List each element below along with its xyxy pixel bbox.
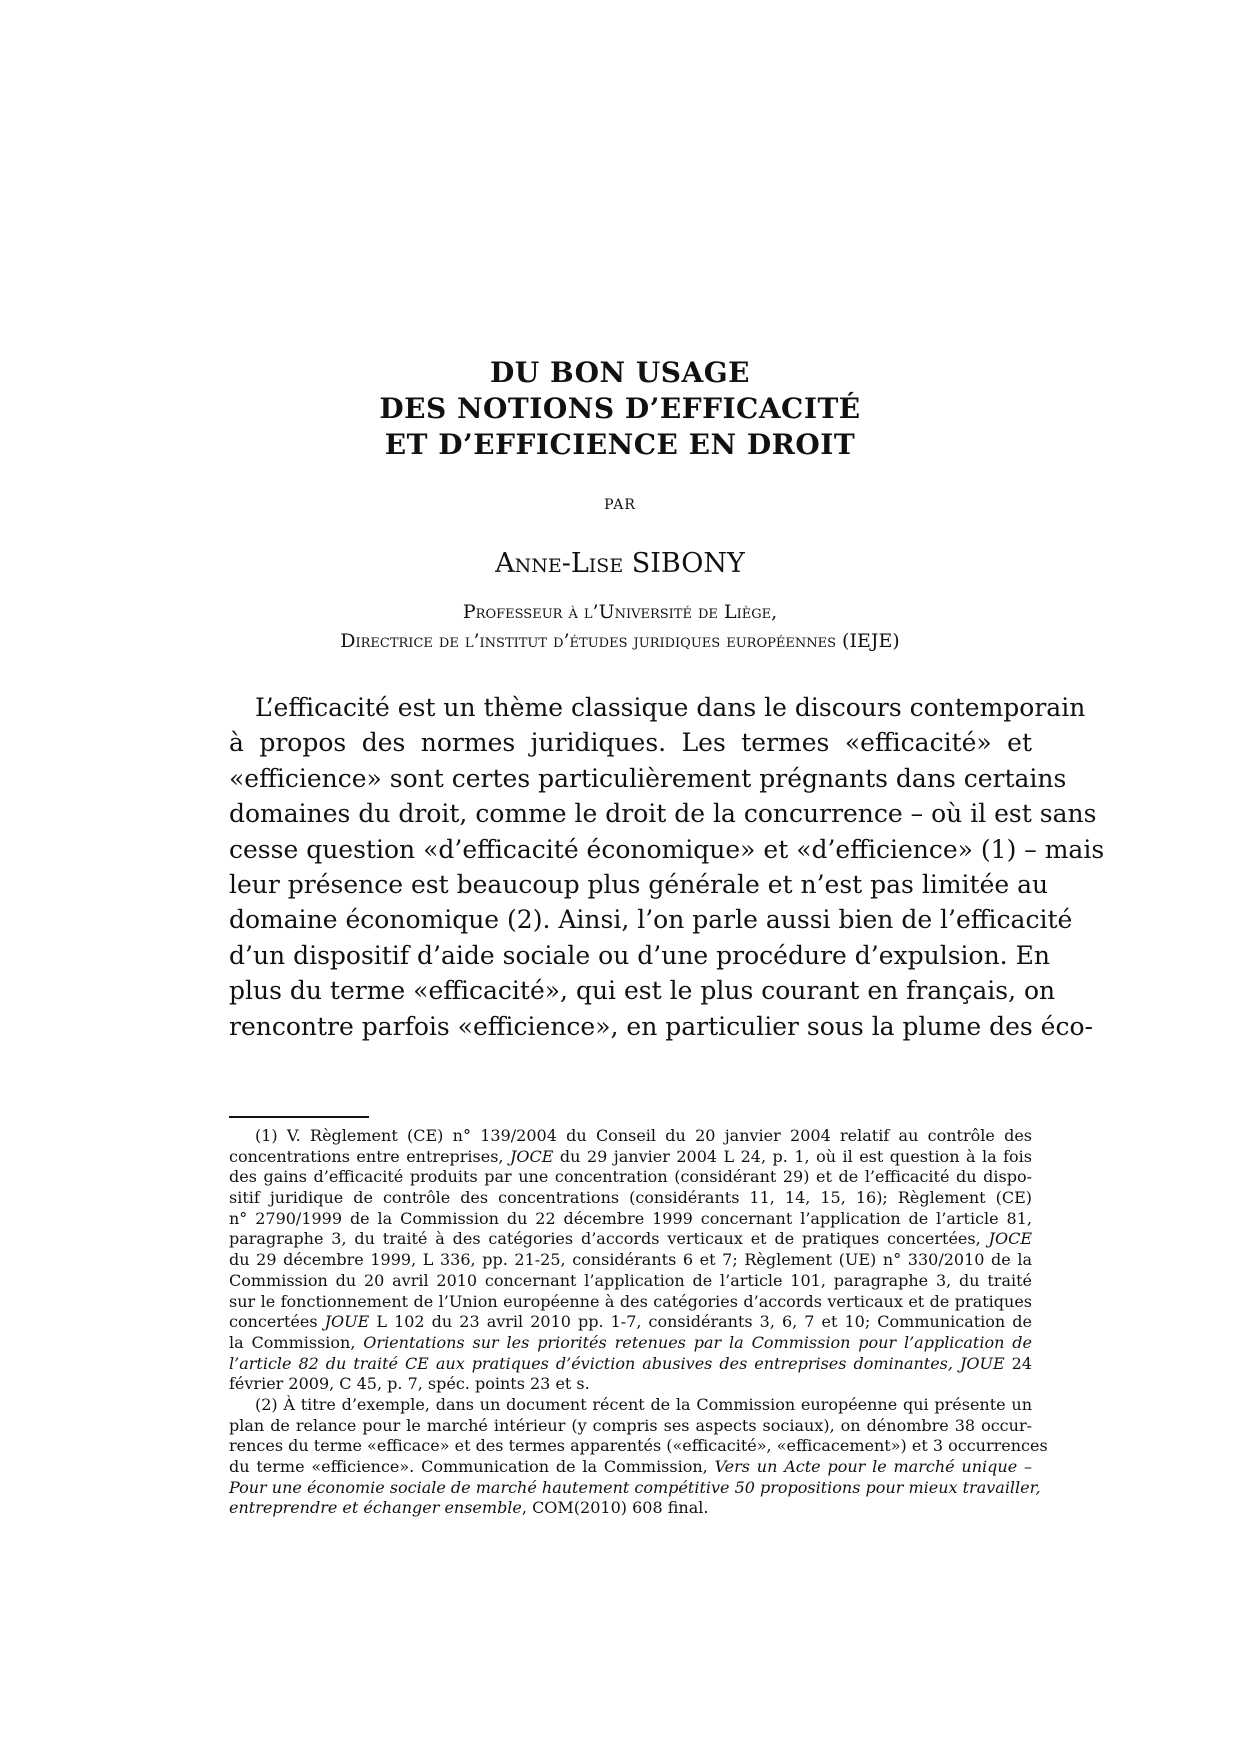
footnote-line: février 2009, C 45, p. 7, spéc. points 23 et s. bbox=[229, 1374, 590, 1394]
body-line: «efficience» sont certes particulièrement prégnants dans certains bbox=[229, 763, 1067, 793]
article-title bbox=[0, 355, 1240, 463]
document-title: Vers un Acte pour le marché unique – bbox=[714, 1457, 1032, 1476]
document-title: Orientations sur les priorités retenues par la Commission pour l’application de bbox=[363, 1332, 1032, 1352]
body-line: d’un dispositif d’aide sociale ou d’une procédure d’expulsion. En bbox=[229, 940, 1050, 970]
footnote-line bbox=[229, 1147, 1032, 1168]
body-line: cesse question «d’efficacité économique» et «d’efficience» (1) – mais bbox=[229, 834, 1105, 864]
body-line: domaines du droit, comme le droit de la concurrence – où il est sans bbox=[229, 799, 1097, 829]
footnote-text: du terme «efficience». Communication de la Commission, bbox=[229, 1457, 715, 1476]
footnote-text: du 29 janvier 2004 L 24, p. 1, où il est question à la fois bbox=[553, 1146, 1032, 1166]
title-line-1: DU BON USAGE bbox=[490, 356, 750, 389]
footnote-text: L 102 du 23 avril 2010 pp. 1-7, considérants 3, 6, 7 et 10; Communication de bbox=[369, 1312, 1033, 1332]
footnote-line: sur le fonctionnement de l’Union européenne à des catégories d’accords verticaux et de pratiques bbox=[229, 1291, 1032, 1311]
footnote-line: (2) À titre d’exemple, dans un document récent de la Commission européenne qui présente un bbox=[255, 1394, 1032, 1414]
body-text bbox=[229, 690, 1105, 1044]
author-affiliation bbox=[0, 598, 1240, 656]
footnote-line: des gains d’efficacité produits par une concentration (considérant 29) et de l’efficacité du dispo- bbox=[229, 1167, 1032, 1187]
footnote-text: 24 bbox=[1004, 1353, 1032, 1373]
body-line: à propos des normes juridiques. Les termes «efficacité» et bbox=[229, 728, 1032, 758]
footnote-line: Commission du 20 avril 2010 concernant l’application de l’article 101, paragraphe 3, du traité bbox=[229, 1270, 1032, 1290]
body-line: L’efficacité est un thème classique dans le discours contemporain bbox=[255, 693, 1086, 722]
footnote-line: du 29 décembre 1999, L 336, pp. 21-25, considérants 6 et 7; Règlement (UE) n° 330/2010 de la bbox=[229, 1250, 1032, 1270]
affiliation-line-1: Professeur à l’Université de Liège, bbox=[462, 601, 778, 623]
footnote-line: n° 2790/1999 de la Commission du 22 décembre 1999 concernant l’application de l’article 81, bbox=[229, 1208, 1032, 1228]
body-line: rencontre parfois «efficience», en particulier sous la plume des éco- bbox=[229, 1011, 1093, 1041]
footnote-text: la Commission, bbox=[229, 1332, 364, 1352]
title-line-3: ET D’EFFICIENCE EN DROIT bbox=[384, 428, 856, 461]
author-name: Anne-Lise SIBONY bbox=[495, 548, 745, 579]
body-line: plus du terme «efficacité», qui est le plus courant en français, on bbox=[229, 976, 1056, 1006]
footnote-2 bbox=[229, 1394, 1048, 1519]
footnote-text: paragraphe 3, du traité à des catégories d’accords verticaux et de pratiques concertées, bbox=[229, 1229, 989, 1249]
footnote-line: plan de relance pour le marché intérieur (y compris ses aspects sociaux), on dénombre 38 occur- bbox=[229, 1415, 1032, 1435]
footnote-line bbox=[229, 1457, 1032, 1478]
byline-par: PAR bbox=[604, 497, 636, 513]
footnote-line bbox=[229, 1354, 1032, 1375]
footnote-text: , COM(2010) 608 final. bbox=[521, 1498, 709, 1518]
journal-ref: JOCE bbox=[988, 1229, 1032, 1249]
body-line: domaine économique (2). Ainsi, l’on parle aussi bien de l’efficacité bbox=[229, 905, 1073, 935]
journal-ref: JOUE bbox=[324, 1312, 370, 1332]
footnote-line bbox=[229, 1477, 1041, 1499]
document-title: entreprendre et échanger ensemble bbox=[229, 1498, 522, 1518]
affiliation-line-2: Directrice de l’institut d’études juridiques européennes (IEJE) bbox=[340, 630, 900, 652]
footnotes bbox=[229, 1126, 1048, 1519]
title-line-2: DES NOTIONS D’EFFICACITÉ bbox=[379, 392, 861, 425]
footnote-separator bbox=[229, 1116, 369, 1118]
document-title: Pour une économie sociale de marché hautement compétitive 50 propositions pour mieux travailler, bbox=[229, 1477, 1041, 1497]
footnote-line: rences du terme «efficace» et des termes apparentés («efficacité», «efficacement») et 3 occurrences bbox=[229, 1436, 1048, 1456]
footnote-line bbox=[229, 1312, 1032, 1333]
footnote-line: sitif juridique de contrôle des concentrations (considérants 11, 14, 15, 16); Règlement (CE) bbox=[229, 1188, 1032, 1208]
footnote-line: (1) V. Règlement (CE) n° 139/2004 du Conseil du 20 janvier 2004 relatif au contrôle des bbox=[255, 1126, 1032, 1145]
body-line: leur présence est beaucoup plus générale et n’est pas limitée au bbox=[229, 869, 1049, 899]
footnote-text: concertées bbox=[229, 1312, 325, 1332]
journal-ref: JOCE bbox=[510, 1146, 554, 1166]
footnote-line bbox=[229, 1229, 1032, 1250]
footnote-line bbox=[229, 1498, 1032, 1519]
footnote-1 bbox=[229, 1126, 1032, 1395]
footnote-text: concentrations entre entreprises, bbox=[229, 1146, 510, 1166]
footnote-line bbox=[229, 1333, 1032, 1354]
document-title: l’article 82 du traité CE aux pratiques d’éviction abusives des entreprises dominantes, JOUE bbox=[229, 1353, 1005, 1373]
